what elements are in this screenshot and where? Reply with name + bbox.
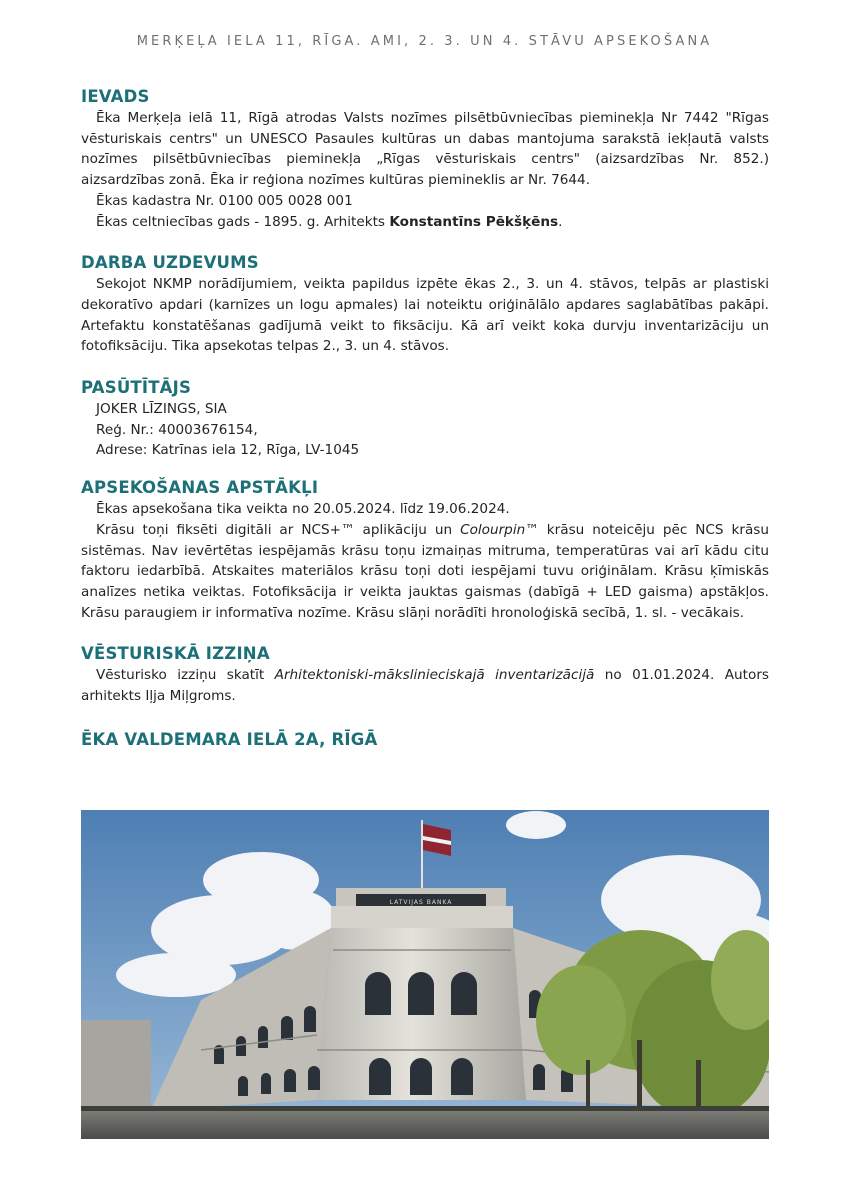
history-paragraph <box>81 665 769 706</box>
construction-year-line <box>81 212 769 233</box>
street <box>81 1110 769 1139</box>
history-text-continued: no 01.01.2024. Autors arhitekts Iļja Miļgroms. <box>81 667 769 705</box>
inventory-title: Arhitektoniski-mākslinieciskajā inventarizācijā <box>274 667 595 684</box>
section-heading-pasutitajs: PASŪTĪTĀJS <box>81 378 192 398</box>
construction-year-text: Ēkas celtniecības gads - 1895. g. Arhitekts <box>96 213 390 230</box>
bank-sign: LATVIJAS BANKA <box>389 899 453 906</box>
section-pasutitajs <box>81 377 769 461</box>
section-photo <box>81 729 769 751</box>
darba-paragraph: Sekojot NKMP norādījumiem, veikta papildus izpēte ēkas 2., 3. un 4. stāvos, telpās ar plastiski dekoratīvo apdari (karnīzes un logu apmales) lai noteiktu oriģinālālo apdares saglabātības pakāpi. Artefaktu konstatēšanas gadījumā veikt to fiksāciju. Kā arī veikt koka durvju inventarizāciju un fotofiksāciju. Tika apsekotas telpas 2., 3. un 4. stāvos. <box>81 276 769 355</box>
color-method-paragraph <box>81 520 769 624</box>
survey-dates: Ēkas apsekošana tika veikta no 20.05.2024. līdz 19.06.2024. <box>96 501 510 518</box>
section-heading-ievads: IEVADS <box>81 87 150 106</box>
client-address: Adrese: Katrīnas iela 12, Rīga, LV-1045 <box>96 442 360 459</box>
building-photo-illustration <box>81 810 769 1139</box>
color-method-text: Krāsu toņi fiksēti digitāli ar NCS+™ aplikāciju un <box>96 521 461 538</box>
running-header: MERĶEĻA IELA 11, RĪGA. AMI, 2. 3. UN 4. STĀVU APSEKOŠANA <box>136 34 713 49</box>
document-body <box>81 86 769 765</box>
building-photo <box>81 810 769 1139</box>
section-heading-photo: ĒKA VALDEMARA IELĀ 2A, RĪGĀ <box>81 729 378 749</box>
section-apsekosanas-apstakli <box>81 477 769 623</box>
client-reg-number: Reģ. Nr.: 40003676154, <box>96 421 258 438</box>
section-vesturiska-izzina <box>81 643 769 706</box>
color-method-continued: krāsu noteicēju pēc NCS krāsu sistēmas. Nav ievērtētas iespējamās krāsu toņu izmaiņas mitruma, temperatūras vai arī kādu citu faktoru iedarbībā. Atskaites materiālos krāsu toņi doti iespējami tuvu oriģinālam. Krāsu ķīmiskās analīzes netika veiktas. Fotofiksācija ir veikta jauktas gaismas (dabīgā + LED gaisma) apstākļos. Krāsu paraugiem ir informatīva nozīme. Krāsu slāņi norādīti hronoloģiskā secībā, 1. sl. - vecākais. <box>81 521 769 621</box>
construction-year-suffix: . <box>558 213 563 230</box>
cadastre-line: Ēkas kadastra Nr. 0100 005 0028 001 <box>96 192 353 209</box>
history-text: Vēsturisko izziņu skatīt <box>96 667 275 684</box>
ievads-paragraph: Ēka Merķeļa ielā 11, Rīgā atrodas Valsts nozīmes pilsētbūvniecības pieminekļa Nr 7442 "Rīgas vēsturiskais centrs" un UNESCO Pasaules kultūras un dabas mantojuma sarakstā iekļautā valsts nozīmes pilsētbūvniecības pieminekļa „Rīgas vēsturiskais centrs" (aizsardzības Nr. 852.) aizsardzības zonā. Ēka ir reģiona nozīmes kultūras piemineklis ar Nr. 7644. <box>81 110 769 189</box>
section-heading-darba-uzdevums: DARBA UZDEVUMS <box>81 253 259 273</box>
section-darba-uzdevums <box>81 252 769 357</box>
fence <box>81 1106 769 1111</box>
architect-name: Konstantīns Pēkšķēns <box>389 213 559 230</box>
section-heading-vesturiska-izzina: VĒSTURISKĀ IZZIŅA <box>81 644 270 664</box>
section-heading-apsekosanas-apstakli: APSEKOŠANAS APSTĀKĻI <box>81 478 319 498</box>
section-ievads <box>81 86 769 232</box>
client-name: JOKER LĪZINGS, SIA <box>96 401 227 418</box>
colourpin-name: Colourpin™ <box>460 521 539 538</box>
